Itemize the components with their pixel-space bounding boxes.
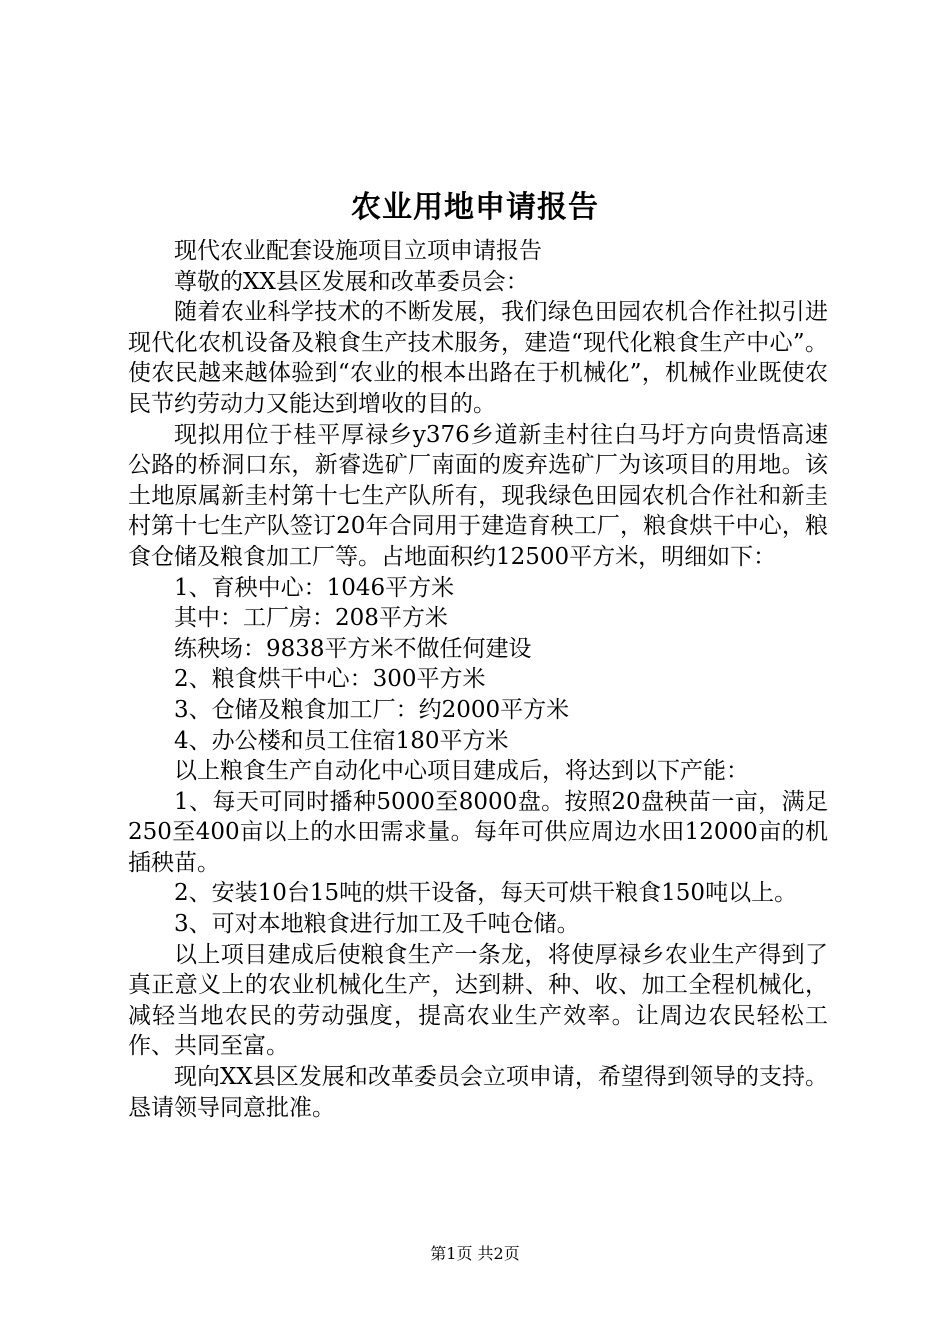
paragraph-capacity-intro: 以上粮食生产自动化中心项目建成后，将达到以下产能： [174,758,749,785]
document-title: 农业用地申请报告 [351,190,599,225]
list-item-seedling-center: 1、育秧中心：1046平方米 [174,574,455,601]
paragraph-background: 随着农业科学技术的不断发展，我们绿色田园农机合作社拟引进现代化农机设备及粮食生产技术服务，建造“现代化粮食生产中心”。使农民越来越体验到“农业的根本出路在于机械化”，机械作业既使农民节约劳动力又能达到增收的目的。 [128,299,828,417]
paragraph-capacity-2: 2、安装10台15吨的烘干设备，每天可烘干粮食150吨以上。 [174,880,798,907]
paragraph-outcome: 以上项目建成后使粮食生产一条龙，将使厚禄乡农业生产得到了真正意义上的农业机械化生产，达到耕、种、收、加工全程机械化，减轻当地农民的劳动强度，提高农业生产效率。让周边农民轻松工作、共同至富。 [128,941,828,1060]
list-item-storage-processing: 3、仓储及粮食加工厂：约2000平方米 [174,696,570,723]
paragraph-land-location: 现拟用位于桂平厚禄乡y376乡道新圭村往白马圩方向贵悟高速公路的桥洞口东，新睿选矿厂南面的废弃选矿厂为该项目的用地。该土地原属新圭村第十七生产队所有，现我绿色田园农机合作社和新圭村第十七生产队签订20年合同用于建造育秧工厂，粮食烘干中心，粮食仓储及粮食加工厂等。占地面积约12500平方米，明细如下： [128,421,828,570]
paragraph-salutation: 尊敬的XX县区发展和改革委员会： [174,268,529,295]
page-footer: 第1页 共2页 [430,1244,520,1263]
paragraph-subtitle: 现代农业配套设施项目立项申请报告 [174,238,542,264]
document-body [128,236,828,1123]
list-item-seedling-field: 练秧场：9838平方米不做任何建设 [174,635,532,662]
list-item-office-dormitory: 4、办公楼和员工住宿180平方米 [174,727,509,754]
paragraph-capacity-3: 3、可对本地粮食进行加工及千吨仓储。 [174,911,580,938]
list-item-factory-building: 其中：工厂房：208平方米 [174,605,448,632]
list-item-drying-center: 2、粮食烘干中心：300平方米 [174,666,486,693]
paragraph-request: 现向XX县区发展和改革委员会立项申请，希望得到领导的支持。恳请领导同意批准。 [128,1064,828,1121]
paragraph-capacity-1: 1、每天可同时播种5000至8000盘。按照20盘秧苗一亩，满足250至400亩以上的水田需求量。每年可供应周边水田12000亩的机插秧苗。 [128,788,828,876]
